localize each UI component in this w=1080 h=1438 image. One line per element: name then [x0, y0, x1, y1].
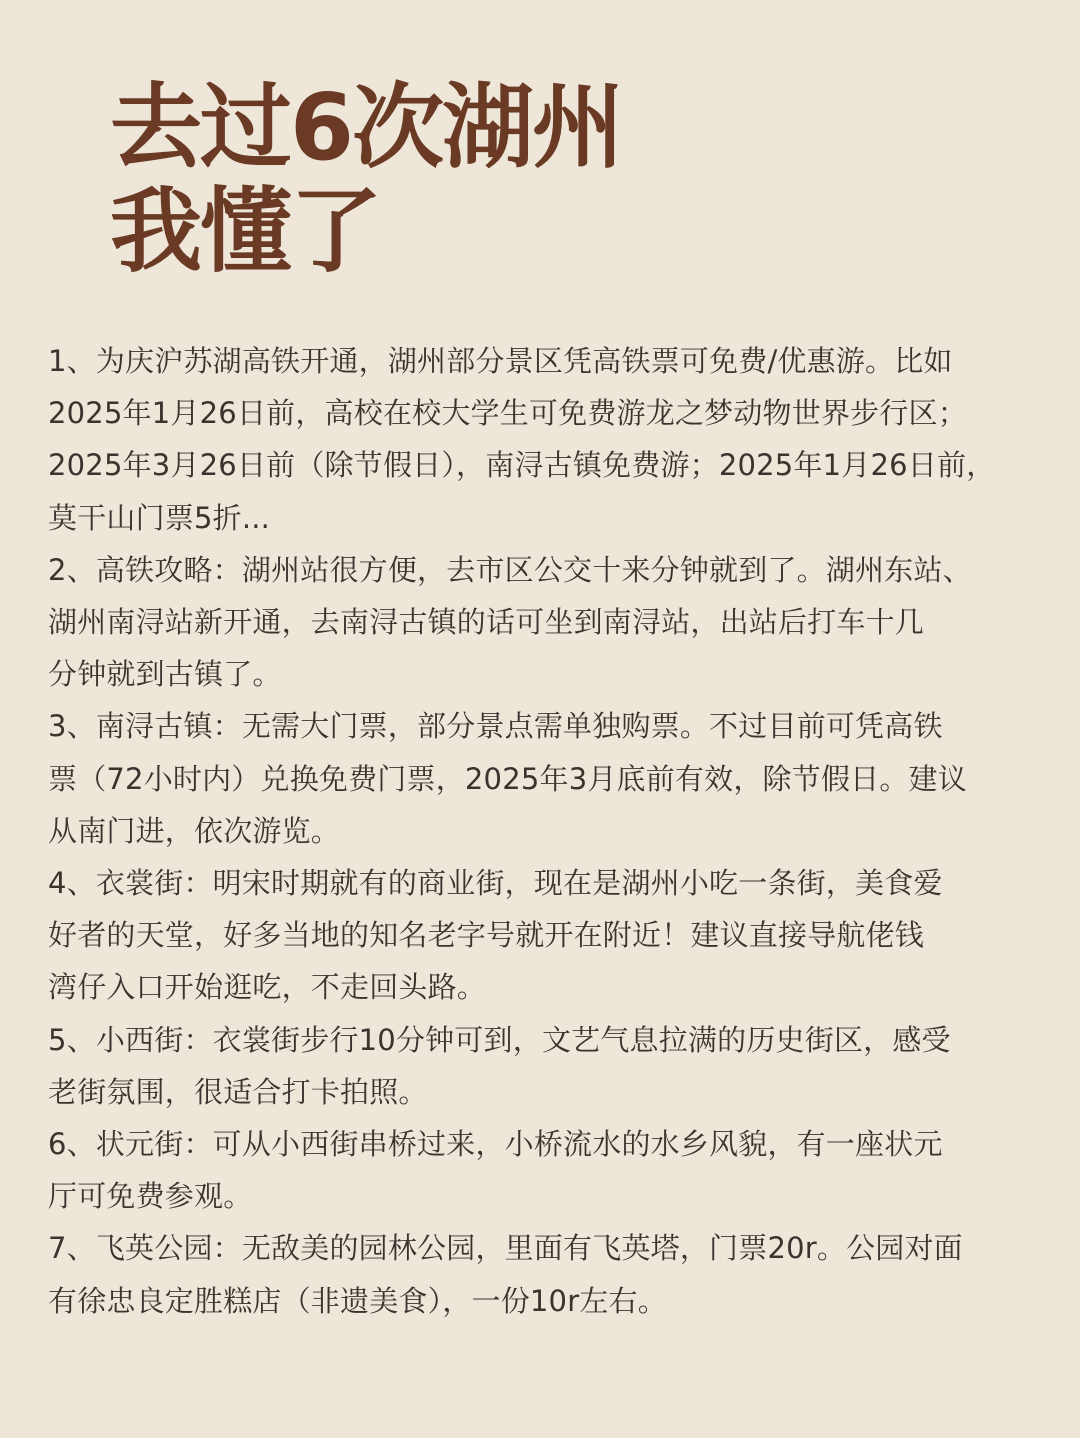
tip-1-line-3: 2025年3月26日前（除节假日），南浔古镇免费游；2025年1月26日前，	[48, 448, 996, 483]
tip-item-4	[48, 857, 1060, 1014]
tip-5-line-1: 5、小西街：衣裳街步行10分钟可到，文艺气息拉满的历史街区，感受	[48, 1022, 951, 1057]
tip-7-line-1: 7、飞英公园：无敌美的园林公园，里面有飞英塔，门票20r。公园对面	[48, 1231, 963, 1266]
tip-4-line-3: 湾仔入口开始逛吃，不走回头路。	[48, 970, 487, 1005]
tip-item-3	[48, 700, 1060, 857]
tip-4-line-2: 好者的天堂，好多当地的知名老字号就开在附近！建议直接导航佬钱	[48, 918, 925, 953]
page-title	[110, 76, 622, 284]
tip-2-line-1: 2、高铁攻略：湖州站很方便，去市区公交十来分钟就到了。湖州东站、	[48, 552, 972, 587]
tip-1-line-2: 2025年1月26日前，高校在校大学生可免费游龙之梦动物世界步行区；	[48, 396, 967, 431]
tip-item-6	[48, 1118, 1060, 1222]
tip-5-line-2: 老街氛围，很适合打卡拍照。	[48, 1074, 428, 1109]
tip-4-line-1: 4、衣裳街：明宋时期就有的商业街，现在是湖州小吃一条街，美食爱	[48, 866, 943, 901]
tip-6-line-1: 6、状元街：可从小西街串桥过来，小桥流水的水乡风貌，有一座状元	[48, 1127, 943, 1162]
page-title-line-1: 去过6次湖州	[110, 74, 623, 181]
tip-7-line-2: 有徐忠良定胜糕店（非遗美食），一份10r左右。	[48, 1283, 667, 1318]
tip-item-5	[48, 1014, 1060, 1118]
tip-3-line-2: 票（72小时内）兑换免费门票，2025年3月底前有效，除节假日。建议	[48, 761, 967, 796]
tip-1-line-4: 莫干山门票5折...	[48, 500, 271, 535]
tip-3-line-1: 3、南浔古镇：无需大门票，部分景点需单独购票。不过目前可凭高铁	[48, 709, 943, 744]
tip-2-line-3: 分钟就到古镇了。	[48, 657, 282, 692]
tip-item-2	[48, 544, 1060, 701]
tip-6-line-2: 厅可免费参观。	[48, 1179, 253, 1214]
page-title-line-2: 我懂了	[110, 178, 381, 285]
tip-1-line-1: 1、为庆沪苏湖高铁开通，湖州部分景区凭高铁票可免费/优惠游。比如	[48, 344, 953, 378]
tip-2-line-2: 湖州南浔站新开通，去南浔古镇的话可坐到南浔站，出站后打车十几	[48, 605, 925, 640]
tips-list	[48, 335, 1060, 1327]
tip-item-7	[48, 1222, 1060, 1326]
tip-3-line-3: 从南门进，依次游览。	[48, 813, 341, 848]
tip-item-1	[48, 335, 1060, 544]
